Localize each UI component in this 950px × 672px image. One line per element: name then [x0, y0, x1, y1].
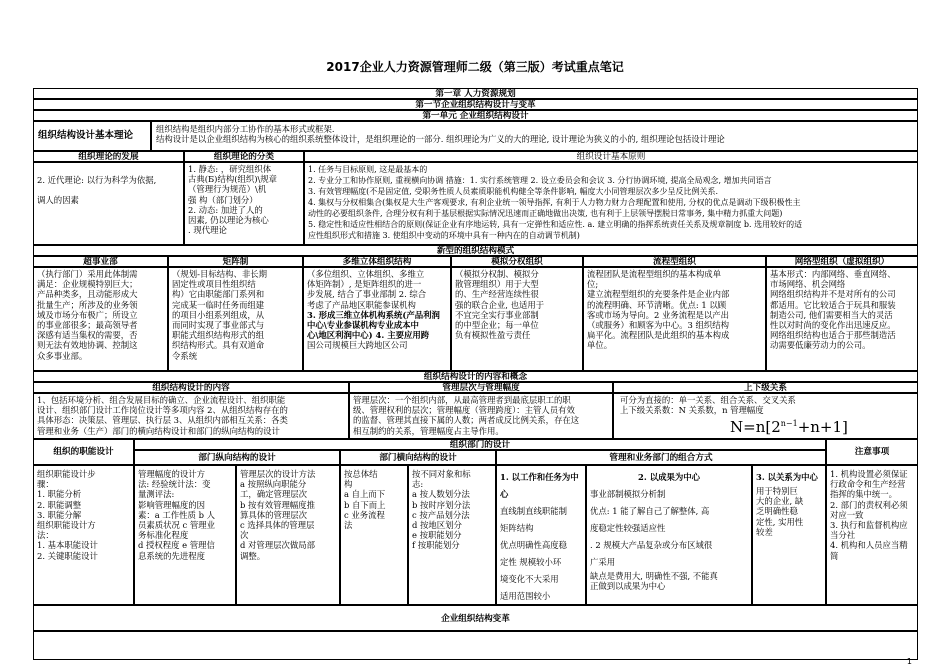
- text-line: 定性, 实用性: [756, 516, 804, 527]
- text-line: 的监督、管理其直接下属的人数；两者成反比例关系，存在这: [353, 415, 580, 426]
- text-line: 优点明确性高度稳: [500, 540, 567, 550]
- relationship-formula: $N=n[2^{n-1}+n+1]$: [730, 418, 848, 436]
- document-title: 2017企业人力资源管理师二级（第三版）考试重点笔记: [326, 60, 624, 74]
- basic-theory-line: 结构设计是以企业组织结构为核心的组织系统整体设计，是组织理论的一部分. 组织理论为广义的大的理论, 设计理论为狭义的小的, 组织理论包括设计理论: [156, 134, 725, 145]
- text-line: 正做到以成果为中心: [590, 581, 666, 592]
- type-title: 超事业部: [33, 256, 168, 267]
- text-line: 管理幅度的设计方: [138, 469, 205, 479]
- text-line: [37, 185, 180, 195]
- text-line: 的事业部很多；最高领导者: [37, 320, 138, 331]
- text-line: 满足：企业规模特别巨大；: [37, 279, 138, 290]
- notes-title: 注意事项: [826, 439, 918, 465]
- text-line: （模拟分权制、模拟分: [455, 269, 539, 279]
- text-line: 乏明确性稳: [756, 506, 798, 517]
- blank-row: [33, 631, 918, 660]
- text-line: 则无法有效地协调、控制这: [37, 340, 138, 351]
- text-line: 客或市场为导向。2 业务流程是以产出: [587, 309, 729, 320]
- text-line: 1. 职能分析: [37, 489, 82, 500]
- vertical-structure-title: 部门纵向结构的设计: [134, 450, 340, 465]
- text-line: 流程团队是流程型组织的基本构成单: [587, 269, 721, 279]
- text-line: 定性 规模较小环: [500, 557, 562, 567]
- text-line: 古典(Б)结构(组织)\规章: [188, 174, 278, 185]
- text-line: 较差: [756, 526, 773, 537]
- relationship-title: 上下级关系: [613, 382, 918, 393]
- text-line: c 选择具体的管理层: [240, 520, 315, 531]
- text-line: 1. 基本职能设计: [37, 540, 98, 551]
- text-line: 法：: [37, 530, 54, 541]
- type-description: [766, 267, 918, 371]
- relation-centered-combination: [752, 465, 826, 605]
- text-line: （管理行为规范）\机: [188, 184, 267, 195]
- text-line: 级、管理权利的层次；管理幅度（管理跨度）：主管人员有效: [353, 405, 575, 416]
- text-line: 适用范围较小: [500, 591, 551, 601]
- text-line: 法: [344, 520, 353, 531]
- text-line: 员素质状况 c 管理业: [138, 520, 216, 531]
- text-line: 建立流程型组织的充要条件是企业内部: [587, 289, 730, 300]
- combination-subtitle: 1. 以工作和任务为中心: [500, 472, 579, 499]
- text-line: 调人的因素: [37, 195, 79, 206]
- text-line: 都适用。它比较适合于玩具和服装: [770, 299, 896, 310]
- text-line: 事业部制模拟分析制: [590, 489, 666, 499]
- text-line: 散管理组织）用于大型: [455, 279, 539, 290]
- text-line: 当分社: [830, 530, 856, 541]
- combination-title: 管理和业务部门的组合方式: [496, 450, 826, 465]
- text-line: a 自上而下: [344, 489, 386, 500]
- text-line: 产品种类多，且动能形成大: [37, 289, 138, 300]
- principle-line: 1. 任务与目标原则, 这是最基本的: [308, 165, 428, 174]
- text-line: f 按职能划分: [412, 540, 460, 551]
- text-line: b 按有效管理幅度推: [240, 499, 316, 510]
- theory-development-header: 组织理论的发展: [33, 151, 184, 162]
- text-line: 广采用: [590, 557, 616, 567]
- text-line: 按总体结: [344, 469, 378, 479]
- text-line: 3. 形成三维立体机构系统(产品利润: [307, 309, 440, 320]
- text-line: 位;: [587, 279, 599, 290]
- text-line: 上下级关系数：N 关系数，n 管理幅度: [620, 405, 764, 416]
- span-text: [349, 393, 613, 439]
- text-line: 域及市场分布极广；所设立: [37, 309, 138, 320]
- func-design-text: [33, 465, 134, 605]
- text-line: 构: [344, 479, 353, 490]
- type-description: [451, 267, 583, 371]
- basic-theory-text: [151, 121, 918, 151]
- text-line: 中心\专业参谋机构专业成本中: [307, 320, 419, 331]
- text-line: 令系统: [172, 350, 198, 361]
- text-line: 2. 关键职能设计: [37, 550, 98, 561]
- text-line: 单位。: [587, 340, 613, 351]
- text-line: e 按职能划分: [412, 530, 462, 541]
- text-line: （多位组织、立体组织、多维立: [307, 269, 425, 279]
- overall-structure-method: [340, 465, 408, 605]
- type-description: [33, 267, 168, 371]
- text-line: 法: 经验统计法：变: [138, 479, 211, 490]
- principle-line: 2. 专业分工和协作原则, 重视横向协调 措施：1. 实行系统管理 2. 设立委员会和会议 3. 分行协调环境, 提高全局观念, 增加共同语言: [308, 176, 772, 185]
- text-line: 组织职能设计步: [37, 469, 96, 479]
- text-line: 算具体的管理层次: [240, 509, 307, 520]
- text-line: 管理层次的设计方法: [240, 469, 316, 479]
- design-principles-header: 组织设计基本原则: [304, 151, 918, 162]
- text-line: 3. 执行和监督机构应: [830, 520, 908, 531]
- text-line: 网络组织结构并不是对所有的公司: [770, 289, 896, 300]
- text-line: 直线制直线职能制: [500, 506, 567, 516]
- text-line: 众多事业部。: [37, 350, 88, 361]
- text-line: 的项目小组系列组成，从: [172, 309, 265, 320]
- principle-line: 5. 稳定性和适应性相结合的原则(保证企业有序地运转, 具有一定弹性和适应性. a. 建立明确的指挥系统责任关系及规章制度 b. 选用较好的适: [308, 220, 803, 229]
- text-line: 素：a 工作性质 b 人: [138, 509, 215, 520]
- page-number: 1: [906, 657, 912, 666]
- text-line: c 业务流程: [344, 509, 385, 520]
- text-line: 管理和业务（生产）部门的横向结构设计和部门的纵向结构的设计: [37, 425, 280, 436]
- result-centered-combination: [586, 465, 752, 605]
- text-line: 境变化不大采用: [500, 574, 559, 584]
- theory-development-text: [33, 162, 184, 245]
- principle-line: 3. 有效管理幅度(不是固定值, 受职务性质人员素质职能机构健全等条件影响, 幅度大小同管理层次多少呈反比例关系.: [308, 187, 719, 196]
- text-line: 组织职能设计方: [37, 520, 96, 531]
- text-line: 而同时实现了事业部式与: [172, 320, 265, 331]
- text-line: 因素, 仍以理论为核心: [188, 215, 269, 226]
- text-line: . 2 规模大产品复杂或分布区域很: [590, 540, 713, 550]
- text-line: 用于特别巨: [756, 486, 798, 496]
- text-line: 指挥的集中统一。: [830, 489, 897, 500]
- task-centered-combination: [496, 465, 586, 605]
- text-line: 1、包括环境分析、组合发展目标的确立、企业流程设计、组织职能: [37, 395, 286, 405]
- text-line: b 自下而上: [344, 499, 386, 510]
- text-line: 按不同对象和标: [412, 469, 471, 479]
- span-design-method: [134, 465, 236, 605]
- design-content-text: [33, 393, 349, 439]
- text-line: 管理层次：一个组织内部，从最高管理者到最底层职工的职: [353, 395, 571, 405]
- basic-theory-label: 组织结构设计基本理论: [33, 121, 151, 151]
- text-line: b 按时序划分法: [412, 499, 471, 510]
- text-line: 务标准化程度: [138, 530, 189, 541]
- text-line: 心\地区利润中心) 4. 主要应用跨: [307, 330, 430, 341]
- text-line: 次: [240, 530, 249, 541]
- text-line: 矩阵结构: [500, 523, 534, 533]
- text-line: 不宜完全实行事业部制: [455, 309, 539, 320]
- text-line: c 按产品划分法: [412, 509, 470, 520]
- text-line: 国公司规模巨大跨地区公司: [307, 340, 408, 351]
- text-line: 织结构形式。具有双道命: [172, 340, 265, 351]
- content-concept-header: 组织结构设计的内容和概念: [33, 371, 918, 382]
- design-principles-text: [304, 162, 918, 245]
- text-line: 深感有适当集权的需要，否: [37, 330, 138, 341]
- text-line: 可分为直接的：单一关系、组合关系、交叉关系: [620, 395, 796, 405]
- text-line: 量测评法:: [138, 489, 175, 500]
- text-line: 网络组织结构也适合于那些制造活: [770, 330, 896, 341]
- text-line: 的中型企业；每一单位: [455, 320, 539, 331]
- new-structure-header: 新型的组织结构模式: [33, 245, 918, 256]
- type-description: [583, 267, 766, 371]
- text-line: 设计、组织部门设计工作岗位设计等多项内容 2、从组织结构存在的: [37, 405, 288, 416]
- text-line: 2. 职能调整: [37, 499, 82, 510]
- text-line: 性以对时尚的变化作出迅速反应。: [770, 320, 896, 331]
- section-header: 第一节企业组织结构设计与变革: [33, 99, 918, 110]
- text-line: 固定性或项目性组织结: [172, 279, 256, 290]
- type-title: 模拟分权组织: [451, 256, 583, 267]
- principle-line: 4. 集权与分权相集合(集权是大生产客观要求, 有利企业统一领导指挥, 有利于人力物力财力合理配置和使用, 分权的优点是调动下级积极性主: [308, 198, 801, 207]
- structure-change-header: 企业组织结构变革: [33, 605, 918, 631]
- text-line: a 按照纵向职能分: [240, 479, 307, 490]
- text-line: 动需要低廉劳动力的公司。: [770, 340, 871, 351]
- text-line: 大的企业, 缺: [756, 496, 804, 507]
- level-design-method: [236, 465, 340, 605]
- text-line: d 授权程度 e 管理信: [138, 540, 215, 551]
- text-line: 3. 职能分解: [37, 509, 82, 520]
- text-line: d 对管理层次做局部: [240, 540, 316, 551]
- combination-subtitle: 3. 以关系为中心: [756, 472, 818, 482]
- horizontal-structure-title: 部门横向结构的设计: [340, 450, 496, 465]
- object-division-method: [408, 465, 496, 605]
- text-line: 考虑了产品地区职能参谋机构: [307, 299, 416, 310]
- basic-theory-line: 组织结构是组织内部分工协作的基本形式或框架.: [156, 124, 335, 134]
- theory-classification-text: [184, 162, 304, 245]
- span-title: 管理层次与管理幅度: [349, 382, 613, 393]
- text-line: 批量生产；所涉及的业务领: [37, 299, 138, 310]
- text-line: 对应一致: [830, 509, 864, 520]
- text-line: 2. 近代理论: 以行为科学为依据,: [37, 175, 157, 185]
- principle-line: 动性的必要组织条件, 合理分权有利于基层根据实际情况迅速而正确地做出决策, 也有利于上层领导摆脱日常事务, 集中精力抓重大问题): [308, 209, 783, 218]
- combination-subtitle: 2. 以成果为中心: [638, 472, 700, 482]
- text-line: 市场网络、机会网络: [770, 279, 846, 290]
- text-line: 调整。: [240, 550, 266, 561]
- text-line: 工，确定管理层次: [240, 489, 307, 500]
- text-line: 影响管理幅度的因: [138, 499, 205, 510]
- text-line: 的流程明确、环节清晰。优点: 1 以顾: [587, 299, 727, 310]
- text-line: . 现代理论: [188, 225, 227, 236]
- text-line: 步发展, 结合了事业部制 2. 综合: [307, 289, 427, 300]
- text-line: 1. 静态: ，研究组织体: [188, 164, 272, 174]
- text-line: d 按地区划分: [412, 520, 462, 531]
- dept-design-header: 组织部门的设计: [134, 439, 826, 450]
- type-description: [303, 267, 451, 371]
- type-description: [168, 267, 303, 371]
- text-line: 相互制约的关系，管理幅度占主导作用。: [353, 425, 504, 436]
- type-title: 流程型组织: [583, 256, 766, 267]
- text-line: 4. 机构和人员应当精: [830, 540, 908, 551]
- text-line: 负有模拟性盈亏责任: [455, 330, 531, 341]
- text-line: 息系统的先进程度: [138, 550, 205, 561]
- text-line: （或服务）和顾客为中心。3 组织结构: [587, 320, 729, 331]
- principle-line: 应性组织形式和措施 3. 使组织中变动的环境中具有一种内在的自动调节机制): [308, 231, 580, 240]
- theory-classification-header: 组织理论的分类: [184, 151, 304, 162]
- text-line: 1. 机构设置必须保证: [830, 469, 908, 479]
- text-line: 志:: [412, 479, 424, 490]
- text-line: 2. 动态: 加进了人的: [188, 204, 263, 215]
- type-title: 多维立体组织结构: [303, 256, 451, 267]
- text-line: 基本形式：内部网络、垂直网络、: [770, 269, 896, 279]
- text-line: 职能式组织结构形式的组: [172, 330, 265, 341]
- text-line: 缺点是费用大, 明确性不强, 不能真: [590, 571, 718, 581]
- text-line: 优点: 1 能了解自己了解整体, 高: [590, 506, 710, 516]
- func-design-title: 组织的职能设计: [33, 439, 134, 465]
- text-line: （规划-目标结构、非长期: [172, 269, 267, 279]
- text-line: a 按人数划分法: [412, 489, 470, 500]
- text-line: 骤：: [37, 479, 54, 490]
- text-line: 扁平化。流程团队是此组织的基本构成: [587, 330, 730, 341]
- notes-text: [826, 465, 918, 605]
- text-line: 度稳定性较强适应性: [590, 523, 666, 533]
- text-line: （执行部门）采用此体制需: [37, 269, 138, 279]
- text-line: 2. 部门的责权利必须: [830, 499, 908, 510]
- text-line: 制造公司, 他们需要相当大的灵活: [770, 309, 893, 320]
- text-line: 构）它由职能部门系列和: [172, 289, 265, 300]
- text-line: 行政命令和生产经营: [830, 479, 906, 490]
- type-title: 网络型组织（虚拟组织）: [766, 256, 918, 267]
- type-title: 矩阵制: [168, 256, 303, 267]
- text-line: 完成某一临时任务而组建: [172, 299, 265, 310]
- text-line: 体矩阵制）, 是矩阵组织的进一: [307, 279, 422, 290]
- text-line: 的、生产经营连续性很: [455, 289, 539, 300]
- text-line: 简: [830, 550, 839, 561]
- design-content-title: 组织结构设计的内容: [33, 382, 349, 393]
- text-line: 强的联合企业, 也适用于: [455, 299, 545, 310]
- text-line: 强 构（部门划分）: [188, 194, 258, 205]
- text-line: 具体形态：决策层、管理层、执行层 3、从组织内部相互关系：各类: [37, 415, 288, 426]
- unit-header: 第一单元 企业组织结构设计: [33, 110, 918, 121]
- chapter-header: 第一章 人力资源规划: [33, 88, 918, 99]
